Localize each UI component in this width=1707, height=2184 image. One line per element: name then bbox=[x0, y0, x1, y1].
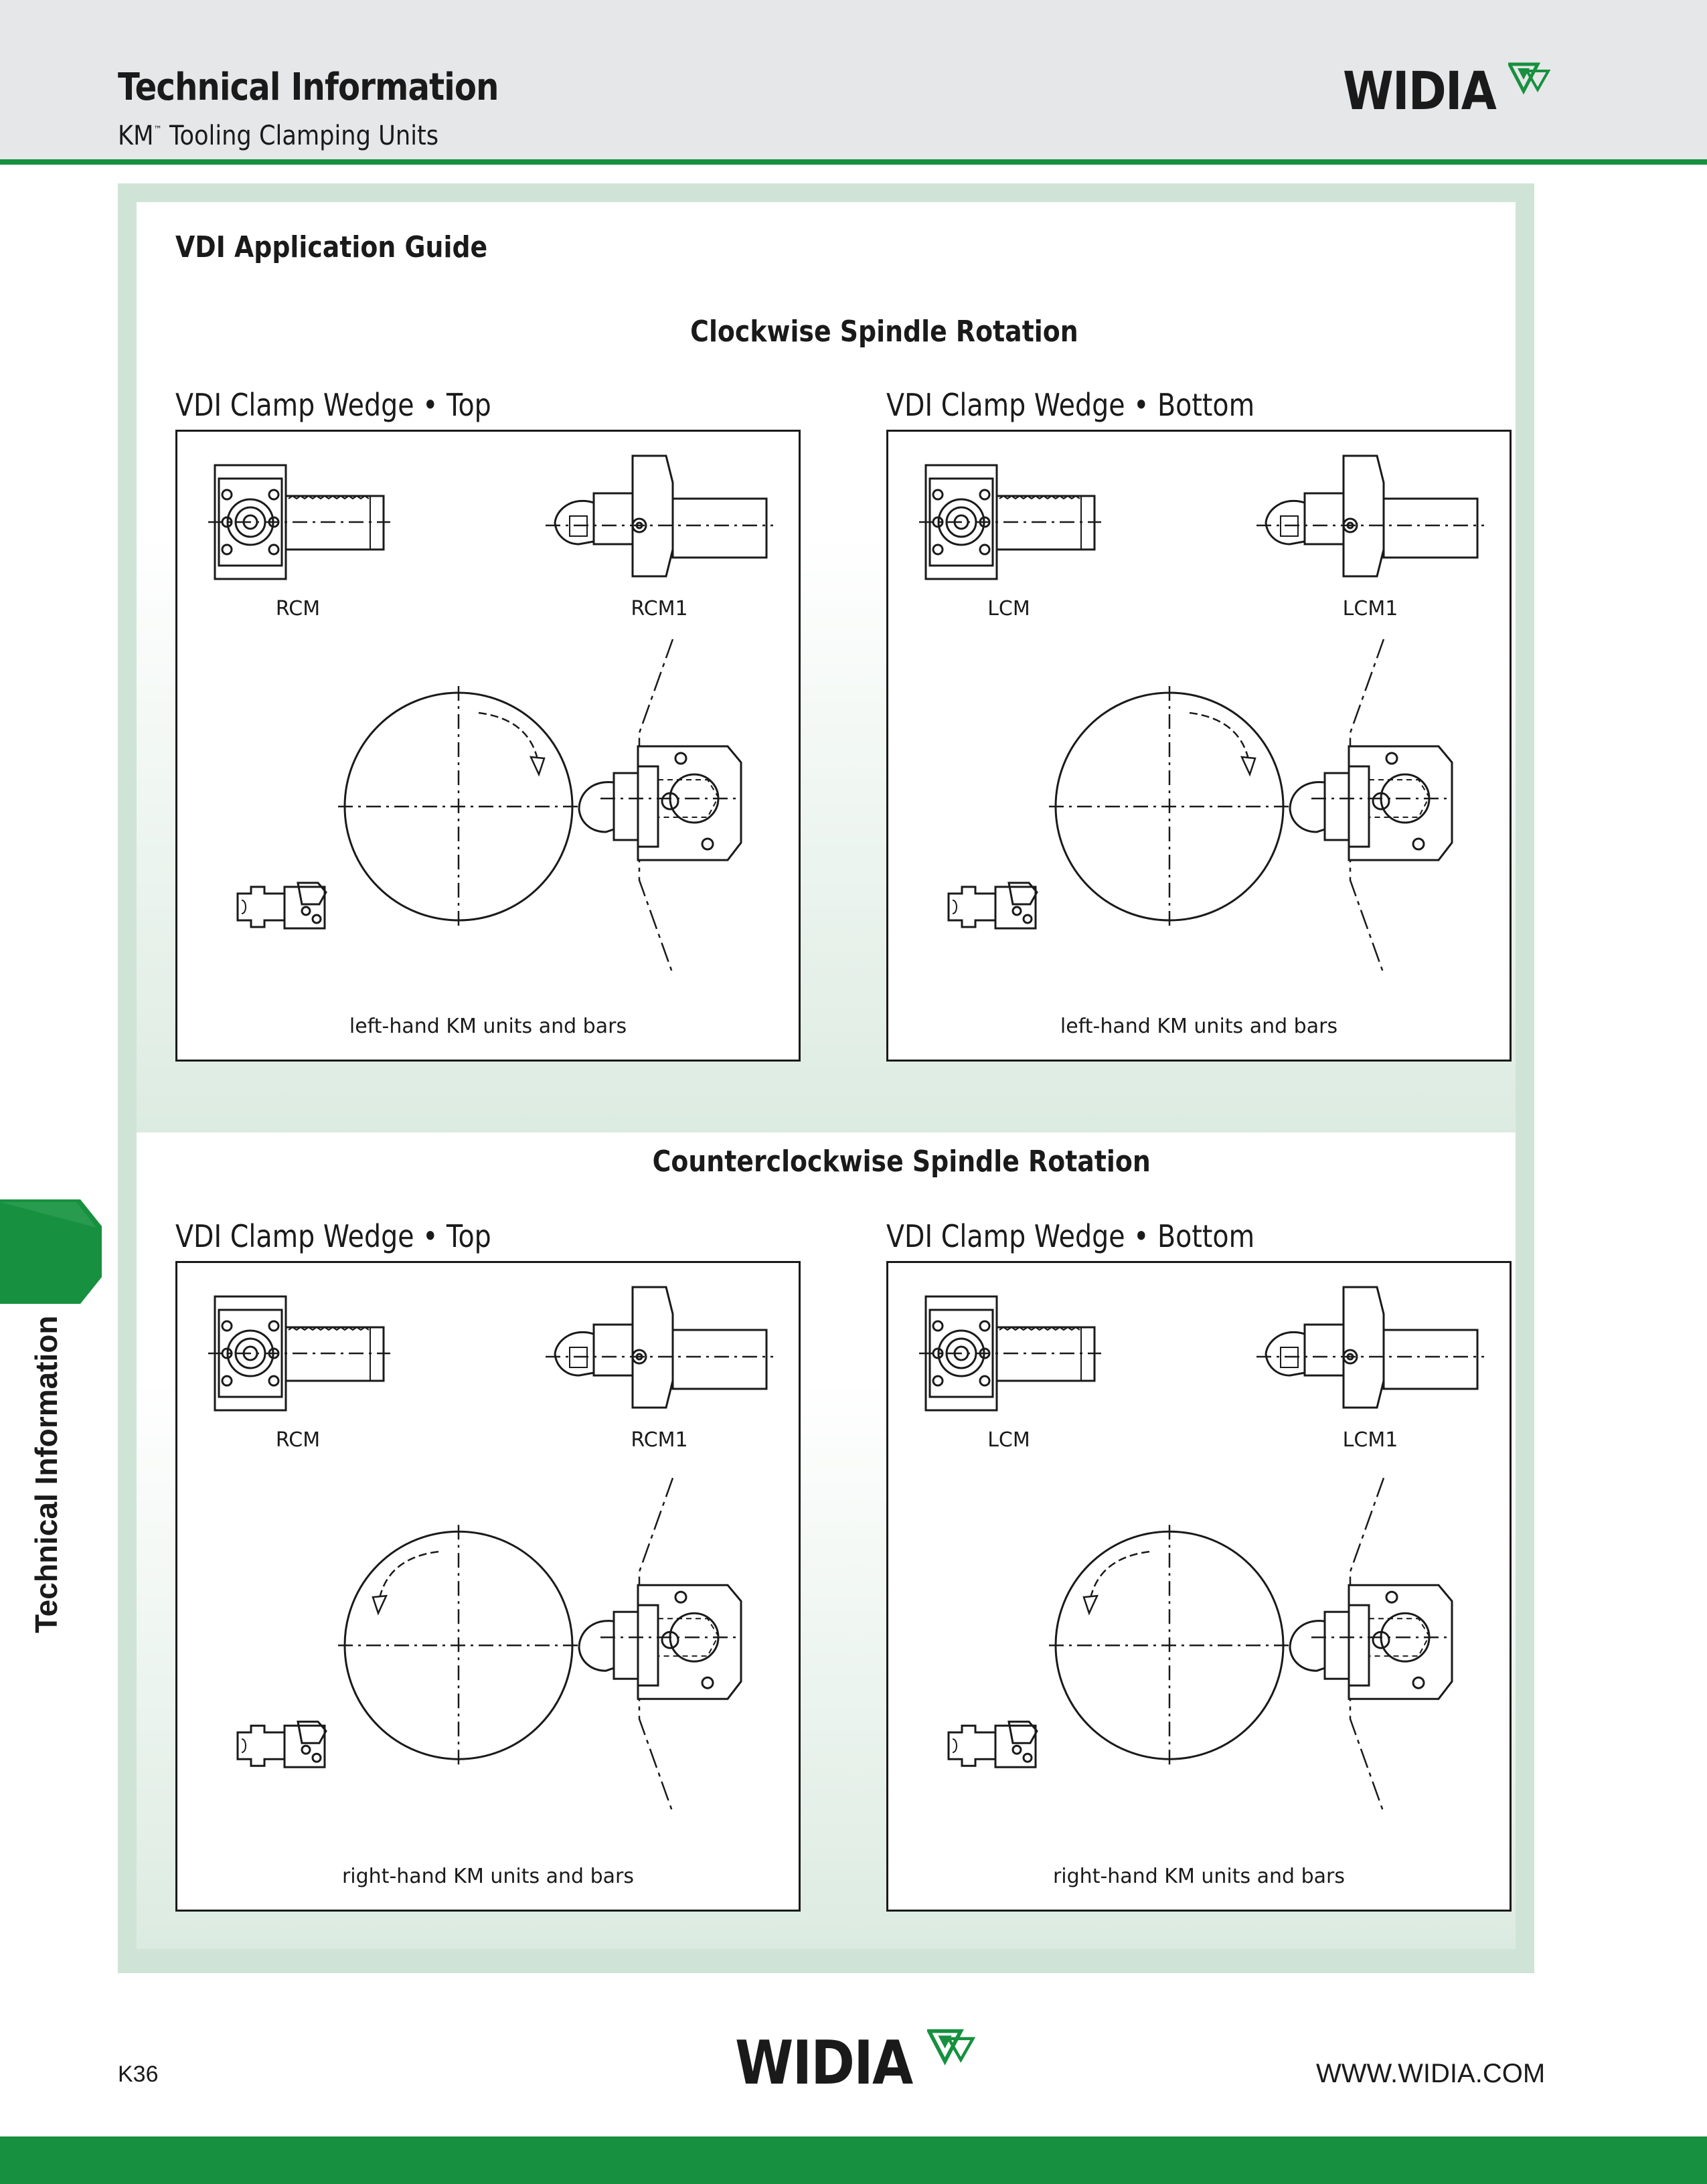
clamping-unit-side-icon bbox=[546, 1287, 773, 1408]
part-label: RCM bbox=[275, 1428, 321, 1452]
panel-title: VDI Clamp Wedge • Bottom bbox=[886, 1218, 1255, 1254]
header-rule bbox=[0, 159, 1707, 165]
logo-wordmark: WIDIA bbox=[735, 2028, 912, 2098]
clockwise-card bbox=[137, 202, 1516, 1139]
diagram-caption: left-hand KM units and bars bbox=[349, 1015, 627, 1038]
part-label: RCM1 bbox=[631, 1428, 688, 1452]
rotation-title-ccw: Counterclockwise Spindle Rotation bbox=[652, 1145, 1151, 1179]
rotation-arrow-cw-icon bbox=[479, 713, 539, 766]
km-bar-icon bbox=[949, 1721, 1037, 1767]
tool-diagram bbox=[177, 432, 799, 1060]
header-title: Technical Information bbox=[118, 66, 499, 109]
rotation-title-cw: Clockwise Spindle Rotation bbox=[690, 315, 1078, 349]
rotation-arrow-ccw-icon bbox=[1089, 1551, 1149, 1605]
clamping-unit-front-icon bbox=[919, 1296, 1101, 1410]
panel-title: VDI Clamp Wedge • Bottom bbox=[886, 387, 1255, 423]
clamping-unit-side-icon bbox=[1256, 456, 1484, 576]
arrowhead-icon bbox=[1084, 1596, 1097, 1613]
widia-triangle-icon bbox=[927, 2028, 979, 2075]
tool-diagram bbox=[177, 1263, 799, 1910]
diagram-panel bbox=[886, 1261, 1512, 1912]
rotation-arrow-cw-icon bbox=[1190, 713, 1250, 766]
arrowhead-icon bbox=[531, 757, 544, 774]
clamping-unit-front-icon bbox=[919, 465, 1101, 579]
clamping-unit-front-icon bbox=[208, 1296, 390, 1410]
clamping-unit-side-icon bbox=[546, 456, 773, 576]
diagram-caption: right-hand KM units and bars bbox=[341, 1865, 635, 1888]
tool-diagram bbox=[888, 1263, 1510, 1910]
diagram-caption: right-hand KM units and bars bbox=[1052, 1865, 1346, 1888]
logo-wordmark: WIDIA bbox=[1343, 62, 1496, 122]
part-label: LCM bbox=[987, 1428, 1030, 1452]
side-tab-label: Technical Information bbox=[29, 1315, 64, 1633]
part-label: LCM1 bbox=[1342, 1428, 1398, 1452]
clamping-unit-front-icon bbox=[208, 465, 390, 579]
panel-title: VDI Clamp Wedge • Top bbox=[175, 387, 491, 423]
tool-diagram bbox=[888, 432, 1510, 1060]
header-subtitle: KM™ Tooling Clamping Units bbox=[118, 120, 439, 151]
km-bar-icon bbox=[949, 883, 1037, 928]
counterclockwise-card bbox=[137, 1132, 1516, 1949]
diagram-panel bbox=[886, 430, 1512, 1062]
km-bar-icon bbox=[238, 1721, 326, 1767]
clamping-unit-side-icon bbox=[1256, 1287, 1484, 1408]
widia-logo-header bbox=[1343, 62, 1554, 122]
rotation-arrow-ccw-icon bbox=[378, 1551, 438, 1605]
part-label: RCM bbox=[275, 597, 321, 620]
guide-title: VDI Application Guide bbox=[175, 230, 488, 264]
widia-triangle-icon bbox=[1508, 62, 1554, 103]
arrowhead-icon bbox=[373, 1596, 386, 1613]
km-bar-icon bbox=[238, 883, 326, 928]
arrowhead-icon bbox=[1242, 757, 1255, 774]
widia-logo-footer bbox=[735, 2028, 979, 2098]
application-guide-panel bbox=[118, 183, 1534, 1973]
tool-holder-icon bbox=[579, 1585, 741, 1699]
tool-holder-icon bbox=[579, 746, 741, 860]
part-label: RCM1 bbox=[631, 597, 688, 620]
side-tab-marker bbox=[0, 1199, 102, 1304]
footer-bar bbox=[0, 2136, 1707, 2184]
part-label: LCM bbox=[987, 597, 1030, 620]
page-number: K36 bbox=[118, 2062, 159, 2087]
part-label: LCM1 bbox=[1342, 597, 1398, 620]
diagram-caption: left-hand KM units and bars bbox=[1060, 1015, 1338, 1038]
panel-title: VDI Clamp Wedge • Top bbox=[175, 1218, 491, 1254]
diagram-panel bbox=[175, 430, 801, 1062]
tool-holder-icon bbox=[1290, 746, 1452, 860]
tool-holder-icon bbox=[1290, 1585, 1452, 1699]
website-link[interactable]: WWW.WIDIA.COM bbox=[1316, 2059, 1546, 2088]
diagram-panel bbox=[175, 1261, 801, 1912]
